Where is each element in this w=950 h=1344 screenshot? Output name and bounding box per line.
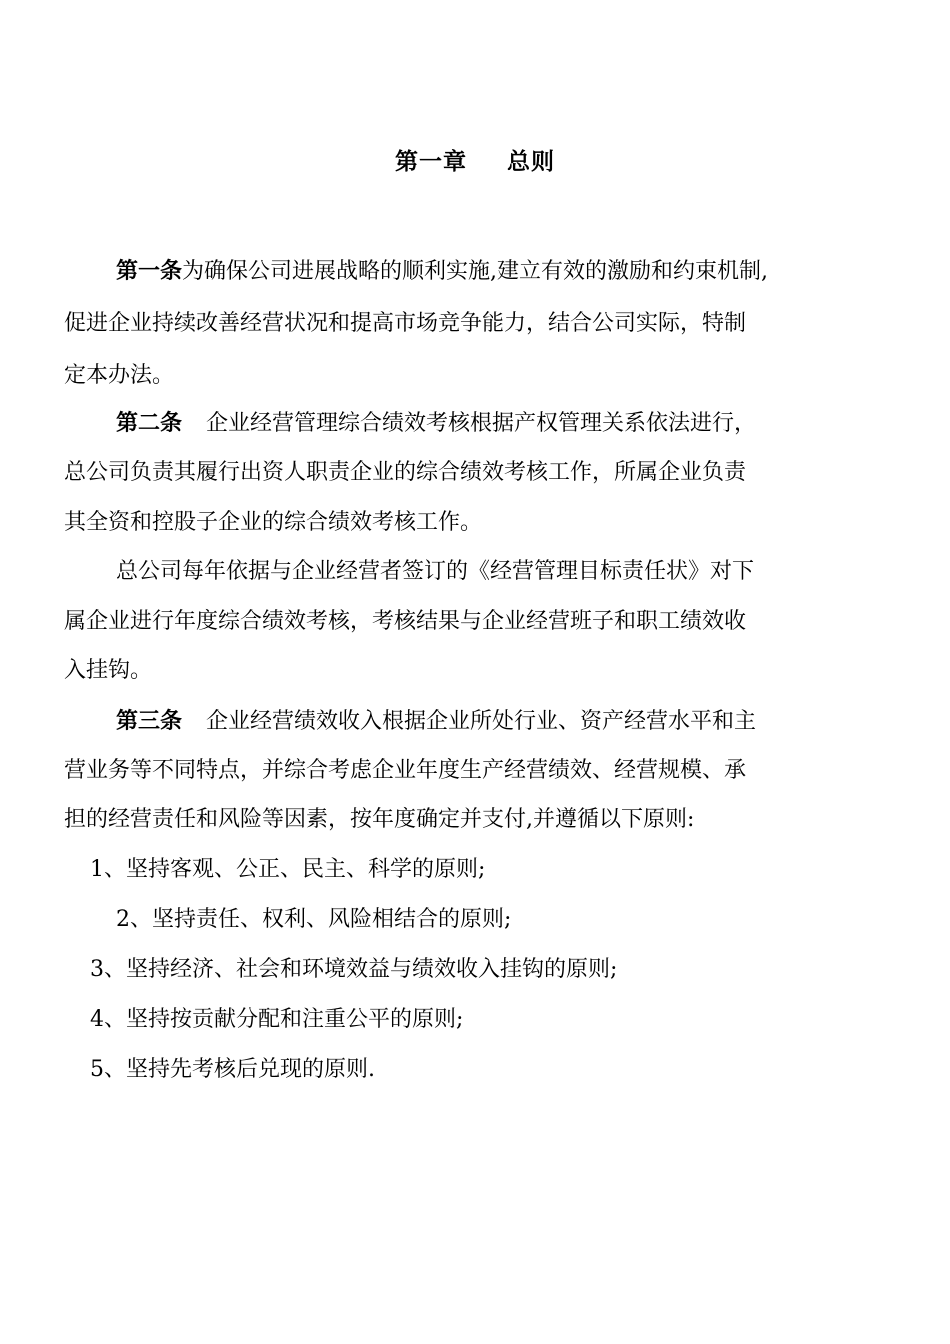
article2-line-3: 其全资和控股子企业的综合绩效考核工作。: [64, 510, 483, 535]
principle-5: 5、坚持先考核后兑现的原则.: [90, 1057, 375, 1082]
article2-line-1: [116, 408, 756, 439]
article2-para2-line-1: 总公司每年依据与企业经营者签订的《经营管理目标责任状》对下: [116, 559, 755, 584]
article2-para2-line-2: 属企业进行年度综合绩效考核，考核结果与企业经营班子和职工绩效收: [64, 609, 747, 634]
article1-line-2: 促进企业持续改善经营状况和提高市场竞争能力，结合公司实际，特制: [64, 311, 747, 336]
article2-para2-line-3: 入挂钩。: [64, 658, 153, 683]
article2-line-2: 总公司负责其履行出资人职责企业的综合绩效考核工作，所属企业负责: [64, 460, 747, 485]
article3-line-2: 营业务等不同特点，并综合考虑企业年度生产经营绩效、经营规模、承: [64, 758, 747, 783]
article1-text-1: 为确保公司进展战略的顺利实施,建立有效的激励和约束机制,: [182, 259, 769, 284]
chapter-number: 第一章: [395, 148, 467, 175]
article3-line-3: 担的经营责任和风险等因素，按年度确定并支付,并遵循以下原则:: [64, 807, 695, 832]
article3-line-1: [116, 706, 756, 737]
chapter-title: 总则: [507, 148, 555, 175]
article1-label: 第一条: [116, 258, 183, 284]
chapter-heading: [0, 143, 950, 176]
article1-line-3: 定本办法。: [64, 363, 175, 388]
article2-text-1: 企业经营管理综合绩效考核根据产权管理关系依法进行，: [206, 411, 757, 436]
article3-text-1: 企业经营绩效收入根据企业所处行业、资产经营水平和主: [206, 709, 757, 734]
article3-label: 第三条: [116, 708, 183, 734]
article2-label: 第二条: [116, 410, 183, 436]
principle-3: 3、坚持经济、社会和环境效益与绩效收入挂钩的原则;: [90, 957, 618, 982]
principle-4: 4、坚持按贡献分配和注重公平的原则;: [90, 1007, 464, 1032]
principle-2: 2、坚持责任、权利、风险相结合的原则;: [116, 907, 512, 932]
article1-line-1: [116, 256, 768, 287]
principle-1: 1、坚持客观、公正、民主、科学的原则;: [90, 857, 486, 882]
